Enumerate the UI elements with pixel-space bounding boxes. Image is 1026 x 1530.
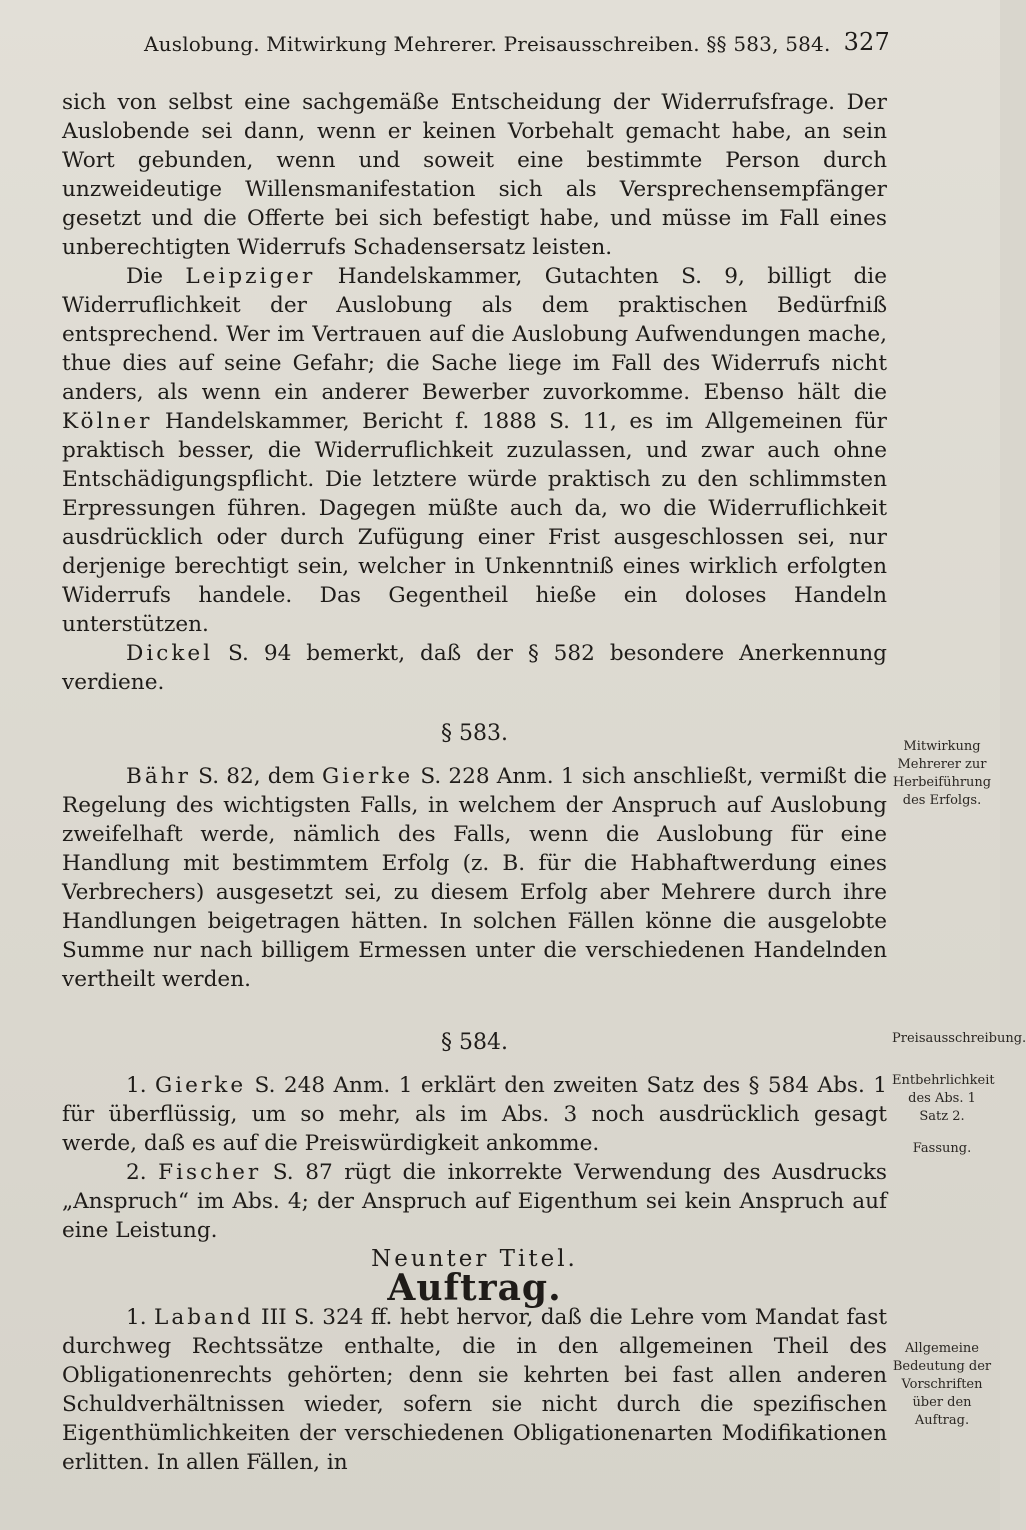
margin-note-preisausschreibung: Preisausschreibung.	[892, 1031, 1026, 1046]
paragraph-dickel	[62, 639, 887, 697]
spaced-name-leipziger: Leipziger	[185, 264, 316, 289]
text-run: S. 94 bemerkt, daß der § 582 besondere Anerkennung verdiene.	[62, 641, 887, 695]
text-run: 1.	[126, 1305, 154, 1330]
section-heading-583: § 583.	[441, 721, 508, 746]
chapter-title: Neunter Titel.	[371, 1246, 578, 1272]
spaced-name-gierke: Gierke	[155, 1073, 247, 1098]
text-run: 2.	[126, 1160, 159, 1185]
spaced-name-baehr: Bähr	[126, 764, 191, 789]
paragraph-text: sich von selbst eine sachgemäße Entscheidung der Widerrufsfrage. Der Auslobende sei dann, wenn er keinen Vorbehalt gemacht habe, an sein Wort gebunden, wenn und soweit eine bestimmte Person durch unzweideutige Willensmanifestation sich als Versprechensempfänger gesetzt und die Offerte bei sich befestigt habe, und müsse im Fall eines unberechtigten Widerrufs Schadensersatz leisten.	[62, 90, 887, 260]
section-heading-584: § 584.	[441, 1030, 508, 1055]
spaced-name-laband: Laband	[154, 1305, 254, 1330]
margin-note-allgemeine-bedeutung: Allgemeine Bedeutung der Vorschriften über den Auftrag.	[892, 1341, 992, 1428]
text-run: III S. 324 ff. hebt hervor, daß die Lehre vom Mandat fast durchweg Rechtssätze enthalte, die in den allgemeinen Theil des Obligationenrechts gehörten; denn sie kehrten bei fast allen anderen Schuldverhältnissen wieder, sofern sie nicht durch die spezifischen Eigenthümlichkeiten der verschiedenen Obligationenarten Modifikationen erlitten. In allen Fällen, in	[62, 1305, 888, 1475]
main-text	[62, 88, 887, 1477]
paragraph-baehr	[62, 762, 887, 994]
margin-note-fassung: Fassung.	[912, 1141, 972, 1156]
running-header-title: Auslobung. Mitwirkung Mehrerer. Preisausschreiben. §§ 583, 584.	[144, 32, 831, 56]
spaced-name-gierke: Gierke	[322, 764, 414, 789]
chapter-heading-auftrag: Auftrag.	[387, 1267, 562, 1309]
margin-note-mitwirkung: Mitwirkung Mehrerer zur Herbeiführung des Erfolgs.	[892, 739, 992, 808]
text-run: Handelskammer, Gutachten S. 9, billigt die Widerruflichkeit der Auslobung als dem praktischen Bedürfniß entsprechend. Wer im Vertrauen auf die Auslobung Aufwendungen mache, thue dies auf seine Gefahr; die Sache liege im Fall des Widerrufs nicht anders, als wenn ein anderer Bewerber zuvorkomme. Ebenso hält die	[62, 264, 887, 405]
paragraph-gierke-584	[62, 1071, 887, 1158]
page-number: 327	[843, 28, 890, 56]
paragraph-widerruf-continued	[62, 88, 887, 262]
text-run: S. 248 Anm. 1 erklärt den zweiten Satz des § 584 Abs. 1 für überflüssig, um so mehr, als im Abs. 3 noch ausdrücklich gesagt werde, daß es auf die Preiswürdigkeit ankomme.	[62, 1073, 887, 1156]
spaced-name-koelner: Kölner	[62, 409, 153, 434]
spaced-name-fischer: Fischer	[158, 1160, 262, 1185]
margin-note-entbehrlichkeit: Entbehrlichkeit des Abs. 1 Satz 2.	[892, 1073, 995, 1124]
spaced-name-dickel: Dickel	[126, 641, 214, 666]
paragraph-leipziger	[62, 262, 887, 639]
text-run: S. 228 Anm. 1 sich anschließt, vermißt die Regelung des wichtigsten Falls, in welchem der Anspruch auf Auslobung zweifelhaft werde, nämlich des Falls, wenn die Auslobung für eine Handlung mit bestimmtem Erfolg (z. B. für die Habhaftwerdung eines Verbrechers) ausgesetzt sei, zu diesem Erfolg aber Mehrere durch ihre Handlungen beigetragen hätten. In solchen Fällen könne die ausgelobte Summe nur nach billigem Ermessen unter die verschiedenen Handelnden vertheilt werden.	[62, 764, 887, 992]
paragraph-laband	[62, 1303, 887, 1477]
text-run: 1.	[126, 1073, 156, 1098]
text-run: S. 82, dem	[190, 764, 323, 789]
text-run: Handelskammer, Bericht f. 1888 S. 11, es im Allgemeinen für praktisch besser, die Widerruflichkeit zuzulassen, und zwar auch ohne Entschädigungspflicht. Die letztere würde praktisch zu den schlimmsten Erpressungen führen. Dagegen müßte auch da, wo die Widerruflichkeit ausdrücklich oder durch Zufügung einer Frist ausgeschlossen sei, nur derjenige berechtigt sein, welcher in Unkenntniß eines wirklich erfolgten Widerrufs handele. Das Gegentheil hieße ein doloses Handeln unterstützen.	[62, 409, 887, 637]
paragraph-fischer	[62, 1158, 887, 1245]
text-run: Die	[126, 264, 186, 289]
text-run: S. 87 rügt die inkorrekte Verwendung des Ausdrucks „Anspruch“ im Abs. 4; der Anspruch auf Eigenthum sei kein Anspruch auf eine Leistung.	[62, 1160, 887, 1243]
